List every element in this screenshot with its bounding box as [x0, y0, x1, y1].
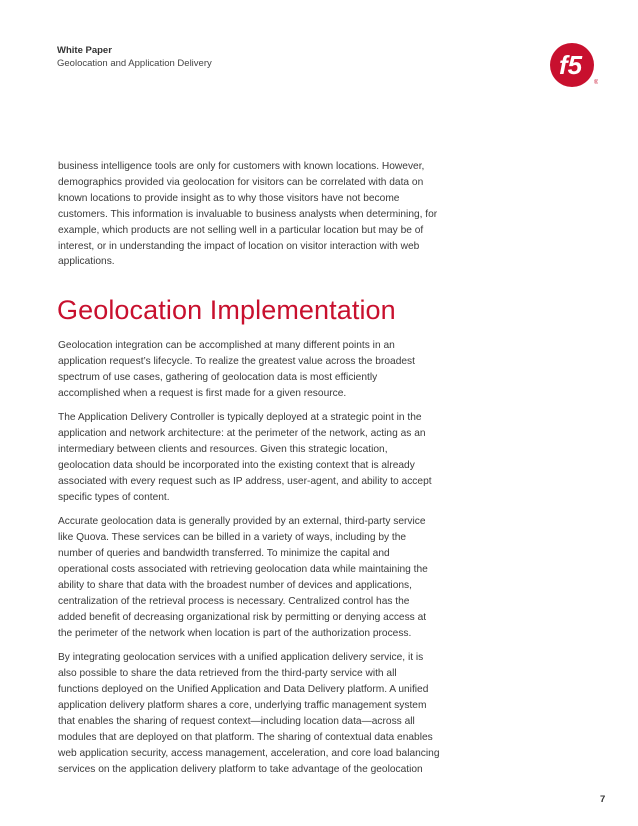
- body-paragraph: Geolocation integration can be accomplished at many different points in an application request’s lifecycle. To realize the greatest value across the broadest spectrum of use cases, gathering of geolocation data is most efficiently accomplished when a request is first made for a given resource.: [58, 340, 415, 400]
- section-heading: Geolocation Implementation: [57, 295, 396, 326]
- header-subtitle: Geolocation and Application Delivery: [57, 58, 212, 69]
- body-paragraph: Accurate geolocation data is generally provided by an external, third-party service like Quova. These services can be billed in a variety of ways, including by the number of queries and bandwidth transferred. To minimize the capital and operational costs associated with retrieving geolocation data while maintaining the ability to share that data with the broadest number of devices and applications, centralization of the retrieval process is necessary. Centralized control has the added benefit of decreasing organizational risk by permitting or denying access at the perimeter of the network when location is part of the authorization process.: [58, 516, 428, 639]
- intro-paragraph: business intelligence tools are only for customers with known locations. However, demographics provided via geolocation for visitors can be correlated with data on known locations to provide insight as to why those visitors have not become customers. This information is invaluable to business analysts when determining, for example, which products are not selling well in a particular location but may be of interest, or in understanding the impact of location on visitor interaction with web applications.: [58, 161, 438, 268]
- logo-text: f5: [558, 50, 583, 80]
- header-title: White Paper: [57, 45, 112, 56]
- f5-logo: [548, 40, 598, 90]
- body-paragraph: The Application Delivery Controller is typically deployed at a strategic point in the application and network architecture: at the perimeter of the network, acting as an intermediary between clients and resources. Given this strategic location, geolocation data should be incorporated into the existing context that is already associated with every request such as IP address, user-agent, and ability to accept specific types of content.: [58, 412, 432, 503]
- page-content: [58, 159, 440, 777]
- document-header: [57, 44, 212, 70]
- page-number: 7: [600, 794, 606, 805]
- registered-mark: ®: [594, 80, 598, 86]
- body-paragraph: By integrating geolocation services with a unified application delivery service, it is also possible to share the data retrieved from the third-party service with all functions deployed on the Unified Application and Data Delivery platform. A unified application delivery platform shares a core, underlying traffic management system that enables the sharing of request context—including location data—across all modules that are deployed on that platform. The sharing of contextual data enables web application security, access management, acceleration, and core load balancing services on the application delivery platform to take advantage of the geolocation: [58, 652, 440, 775]
